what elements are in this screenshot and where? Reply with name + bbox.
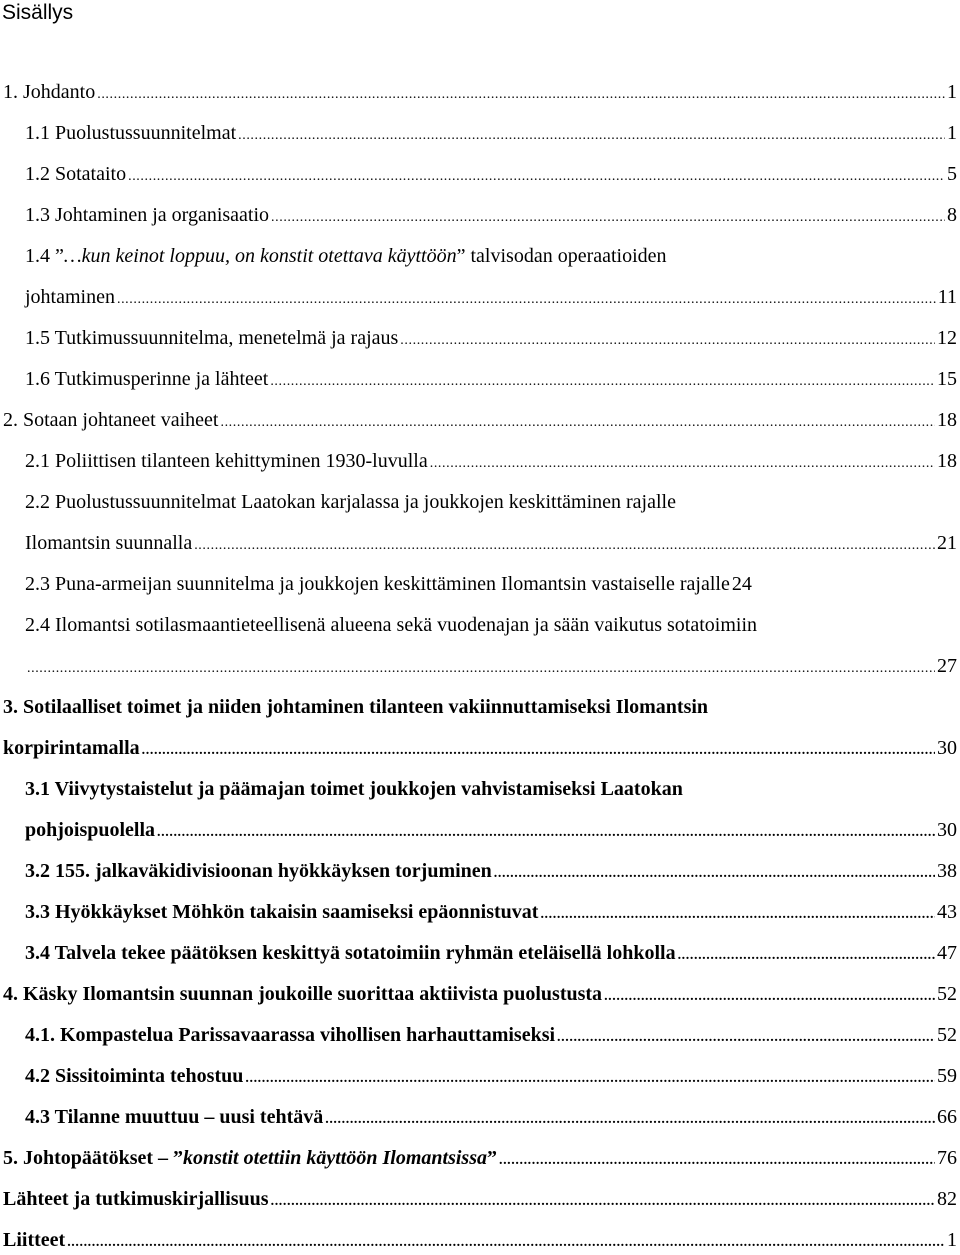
toc-entry-title: 4.1. Kompastelua Parissavaarassa vihollisen harhauttamiseksi [25,1024,556,1046]
dot-leader [678,944,935,968]
toc-entry-page: 30 [937,737,957,759]
dot-leader [128,165,945,189]
toc-entry-title: 2.3 Puna-armeijan suunnitelma ja joukkojen keskittäminen Ilomantsin vastaiselle rajalle [25,573,730,595]
dot-leader [27,657,935,681]
toc-entry-title: 3. Sotilaalliset toimet ja niiden johtaminen tilanteen vakiinnuttamiseksi Ilomantsin [3,696,709,718]
toc-entry-page: 5 [947,163,957,185]
toc-entry[interactable] [3,695,952,719]
toc-entry-title: Lähteet ja tutkimuskirjallisuus [3,1188,269,1210]
title-part: 1.4 ” [25,245,64,267]
toc-entry-title: 1.2 Sotataito [25,163,127,185]
toc-entry-title: 4. Käsky Ilomantsin suunnan joukoille suorittaa aktiivista puolustusta [3,983,603,1005]
toc-entry-page: 18 [937,409,957,431]
toc-entry[interactable] [25,1023,957,1050]
toc-entry-page: 82 [937,1188,957,1210]
toc-entry-title: 1.6 Tutkimusperinne ja lähteet [25,368,269,390]
toc-entry-page: 8 [947,204,957,226]
toc-entry-title: 2. Sotaan johtaneet vaiheet [3,409,219,431]
dot-leader [430,452,935,476]
dot-leader [97,83,945,107]
toc-entry-title: 2.4 Ilomantsi sotilasmaantieteellisenä alueena sekä vuodenajan ja sään vaikutus sotatoimiin [25,614,758,636]
toc-entry-title: 2.1 Poliittisen tilanteen kehittyminen 1930-luvulla [25,450,428,472]
toc-entry-page: 1 [947,1229,957,1251]
dot-leader [67,1231,945,1255]
toc-heading: Sisällys [2,1,74,24]
title-quote: konstit otettiin käyttöön Ilomantsissa [183,1147,487,1169]
toc-entry-title: 3.4 Talvela tekee päätöksen keskittyä sotatoimiin ryhmän eteläisellä lohkolla [25,942,676,964]
dot-leader [238,124,945,148]
dot-leader [540,903,935,927]
toc-entry-title: 1.1 Puolustussuunnitelmat [25,122,237,144]
toc-entry-page: 38 [937,860,957,882]
toc-entry[interactable] [25,900,957,927]
toc-entry-page: 52 [937,1024,957,1046]
toc-entry-title: pohjoispuolella [25,819,156,841]
toc-entry-title: 4.3 Tilanne muuttuu – uusi tehtävä [25,1106,324,1128]
toc-entry[interactable] [25,613,952,637]
dot-leader [142,739,935,763]
toc-entry-title [25,244,952,268]
toc-entry[interactable] [25,941,957,968]
toc-entry[interactable] [25,654,957,681]
toc-entry-title: korpirintamalla [3,737,140,759]
toc-entry[interactable] [25,859,957,886]
toc-entry-page: 30 [937,819,957,841]
toc-entry[interactable] [25,490,952,514]
toc-entry[interactable] [25,1064,957,1091]
dot-leader [117,288,936,312]
toc-entry[interactable] [25,572,957,596]
toc-entry-page: 1 [947,122,957,144]
toc-entry[interactable] [25,162,957,189]
toc-entry[interactable] [25,1105,957,1132]
toc-entry-page: 11 [937,286,957,308]
toc-entry[interactable] [25,531,957,558]
toc-entry-title: 4.2 Sissitoiminta tehostuu [25,1065,244,1087]
dot-leader [499,1149,935,1173]
title-part: ” talvisodan operaatioiden [456,245,667,267]
toc-entry[interactable] [25,244,952,268]
toc-entry-title: 3.3 Hyökkäykset Möhkön takaisin saamiseksi epäonnistuvat [25,901,539,923]
toc-entry[interactable] [25,121,957,148]
toc-entry-title: 3.1 Viivytystaistelut ja päämajan toimet joukkojen vahvistamiseksi Laatokan [25,778,683,800]
toc-entry-page: 1 [947,81,957,103]
toc-entry-title [3,1146,497,1170]
title-part: ” [486,1147,497,1169]
toc-entry-page: 21 [937,532,957,554]
toc-entry-page: 43 [937,901,957,923]
toc-entry[interactable] [25,326,957,353]
dot-leader [270,370,935,394]
toc-entry-page: 27 [937,655,957,677]
dot-leader [557,1026,935,1050]
toc-entry-title: 3.2 155. jalkaväkidivisioonan hyökkäyksen torjuminen [25,860,492,882]
toc-entry[interactable] [25,367,957,394]
toc-entry[interactable] [3,1187,957,1214]
toc-entry[interactable] [25,285,957,312]
toc-entry-page: 47 [937,942,957,964]
toc-entry[interactable] [3,1228,957,1255]
toc-entry[interactable] [3,1146,957,1173]
toc-entry[interactable] [25,818,957,845]
dot-leader [325,1108,935,1132]
toc-entry[interactable] [25,203,957,230]
title-part: 5. Johtopäätökset – ” [3,1147,184,1169]
toc-entry[interactable] [25,777,952,801]
title-quote: …kun keinot loppuu, on konstit otettava käyttöön [63,245,457,267]
toc-entry-page: 18 [937,450,957,472]
toc-entry-page: 12 [937,327,957,349]
toc-entry-title: Ilomantsin suunnalla [25,532,193,554]
toc-entry-page: 52 [937,983,957,1005]
toc-entry-page: 24 [731,573,752,595]
toc-entry-page: 76 [937,1147,957,1169]
toc-entry-title: 1.5 Tutkimussuunnitelma, menetelmä ja rajaus [25,327,399,349]
dot-leader [400,329,935,353]
toc-entry[interactable] [25,449,957,476]
toc-entry-title: johtaminen [25,286,115,308]
toc-entry-title: 2.2 Puolustussuunnitelmat Laatokan karjalassa ja joukkojen keskittäminen rajalle [25,491,676,513]
toc-entry[interactable] [3,982,957,1009]
dot-leader [194,534,935,558]
toc-entry[interactable] [3,408,957,435]
dot-leader [271,1190,935,1214]
dot-leader [604,985,935,1009]
toc-entry-title: Liitteet [3,1229,66,1251]
toc-entry[interactable] [3,80,957,107]
toc-entry[interactable] [3,736,957,763]
toc-entry-title: 1.3 Johtaminen ja organisaatio [25,204,270,226]
dot-leader [245,1067,935,1091]
toc-entry-title: 1. Johdanto [3,81,96,103]
dot-leader [271,206,945,230]
dot-leader [220,411,935,435]
toc-entry-page: 59 [937,1065,957,1087]
dot-leader [494,862,935,886]
toc-entry-page: 15 [937,368,957,390]
toc-entry-page: 66 [937,1106,957,1128]
dot-leader [157,821,935,845]
